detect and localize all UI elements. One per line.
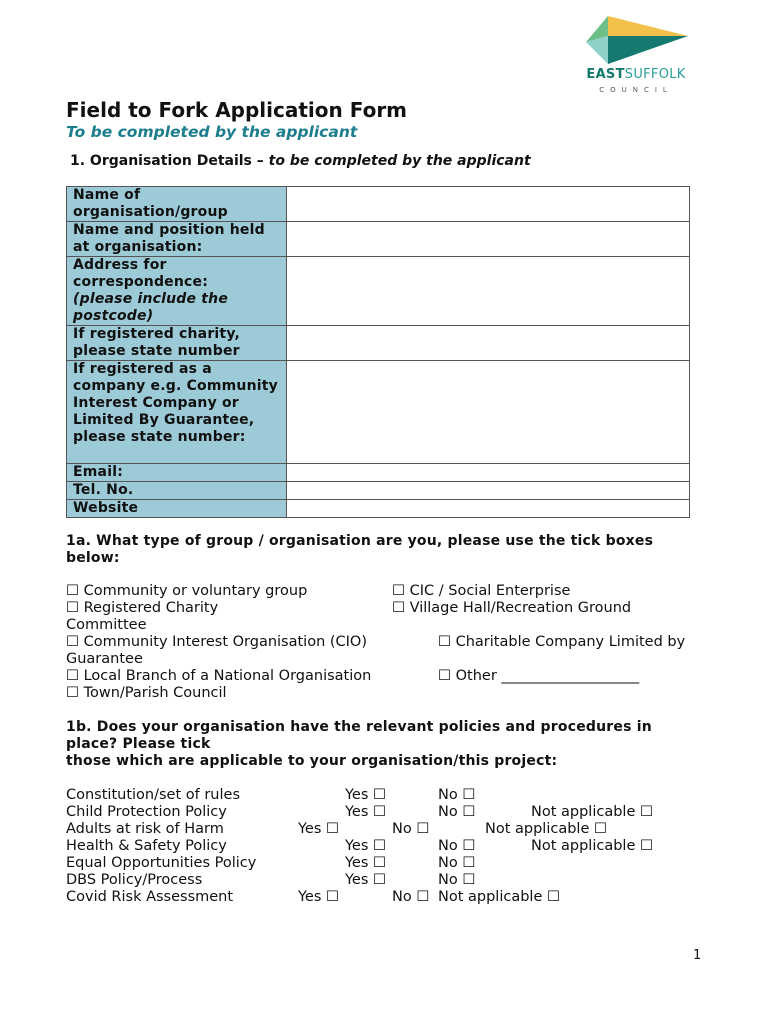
logo-wordmark: EASTSUFFOLK xyxy=(586,67,686,82)
table-row xyxy=(67,187,690,222)
policy-no-checkbox[interactable]: No ☐ xyxy=(438,804,476,820)
row-label: Email: xyxy=(67,464,287,482)
table-row xyxy=(67,482,690,500)
section-1-heading: 1. Organisation Details – to be completed by the applicant xyxy=(70,153,531,169)
page-title: Field to Fork Application Form xyxy=(66,98,408,122)
policy-name: Child Protection Policy xyxy=(66,804,227,820)
website-field[interactable] xyxy=(287,500,690,518)
name-position-field[interactable] xyxy=(287,222,690,257)
table-row xyxy=(67,464,690,482)
option-charitable-company[interactable]: ☐ Charitable Company Limited by xyxy=(438,634,686,650)
table-row xyxy=(67,361,690,464)
policy-name: DBS Policy/Process xyxy=(66,872,203,888)
table-row xyxy=(67,257,690,326)
policy-no-checkbox[interactable]: No ☐ xyxy=(392,821,430,837)
question-1b: 1b. Does your organisation have the relevant policies and procedures in place? Please tick those which are applicable to your organisation/this project: xyxy=(66,719,652,769)
policy-name: Health & Safety Policy xyxy=(66,838,227,854)
option-cio[interactable]: ☐ Community Interest Organisation (CIO) xyxy=(66,634,368,650)
email-field[interactable] xyxy=(287,464,690,482)
page-number: 1 xyxy=(693,948,702,963)
charity-number-field[interactable] xyxy=(287,326,690,361)
policy-yes-checkbox[interactable]: Yes ☐ xyxy=(298,889,340,905)
organisation-details-table xyxy=(66,186,690,518)
table-row xyxy=(67,222,690,257)
option-registered-charity[interactable]: ☐ Registered Charity xyxy=(66,600,219,616)
policy-name: Constitution/set of rules xyxy=(66,787,240,803)
table-row xyxy=(67,500,690,518)
telephone-field[interactable] xyxy=(287,482,690,500)
policy-na-checkbox[interactable]: Not applicable ☐ xyxy=(531,804,653,820)
option-cic-social-enterprise[interactable]: ☐ CIC / Social Enterprise xyxy=(392,583,571,599)
option-community-voluntary-group[interactable]: ☐ Community or voluntary group xyxy=(66,583,308,599)
row-label: If registered charity, please state number xyxy=(67,326,287,361)
policy-yes-checkbox[interactable]: Yes ☐ xyxy=(345,872,387,888)
row-label: Address for correspondence: (please include the postcode) xyxy=(67,257,287,326)
option-other[interactable]: ☐ Other ___________________ xyxy=(438,668,640,684)
east-suffolk-council-logo xyxy=(580,14,692,104)
organisation-name-field[interactable] xyxy=(287,187,690,222)
page-subtitle: To be completed by the applicant xyxy=(66,123,358,141)
address-field[interactable] xyxy=(287,257,690,326)
policy-yes-checkbox[interactable]: Yes ☐ xyxy=(345,787,387,803)
policy-na-checkbox[interactable]: Not applicable ☐ xyxy=(438,889,560,905)
policy-yes-checkbox[interactable]: Yes ☐ xyxy=(345,838,387,854)
row-label: If registered as a company e.g. Community Interest Company or Limited By Guarantee, please state number: xyxy=(67,361,287,464)
policy-no-checkbox[interactable]: No ☐ xyxy=(438,855,476,871)
table-row xyxy=(67,326,690,361)
logo-mark-icon xyxy=(582,14,690,66)
policy-no-checkbox[interactable]: No ☐ xyxy=(438,838,476,854)
policy-na-checkbox[interactable]: Not applicable ☐ xyxy=(485,821,607,837)
question-1a: 1a. What type of group / organisation are you, please use the tick boxes below: xyxy=(66,533,654,566)
option-local-branch[interactable]: ☐ Local Branch of a National Organisation xyxy=(66,668,372,684)
row-label: Name and position held at organisation: xyxy=(67,222,287,257)
option-continuation-text: Committee xyxy=(66,617,147,633)
policy-yes-checkbox[interactable]: Yes ☐ xyxy=(345,804,387,820)
company-number-field[interactable] xyxy=(287,361,690,464)
row-label: Tel. No. xyxy=(67,482,287,500)
policy-no-checkbox[interactable]: No ☐ xyxy=(438,787,476,803)
logo-council-text: COUNCIL xyxy=(599,86,673,94)
option-continuation-text: Guarantee xyxy=(66,651,143,667)
policy-yes-checkbox[interactable]: Yes ☐ xyxy=(345,855,387,871)
policy-name: Equal Opportunities Policy xyxy=(66,855,257,871)
row-label: Website xyxy=(67,500,287,518)
policy-yes-checkbox[interactable]: Yes ☐ xyxy=(298,821,340,837)
policy-no-checkbox[interactable]: No ☐ xyxy=(392,889,430,905)
policy-na-checkbox[interactable]: Not applicable ☐ xyxy=(531,838,653,854)
policy-name: Covid Risk Assessment xyxy=(66,889,234,905)
policy-no-checkbox[interactable]: No ☐ xyxy=(438,872,476,888)
row-label: Name of organisation/group xyxy=(67,187,287,222)
policy-name: Adults at risk of Harm xyxy=(66,821,224,837)
option-village-hall[interactable]: ☐ Village Hall/Recreation Ground xyxy=(392,600,632,616)
option-town-parish-council[interactable]: ☐ Town/Parish Council xyxy=(66,685,227,701)
